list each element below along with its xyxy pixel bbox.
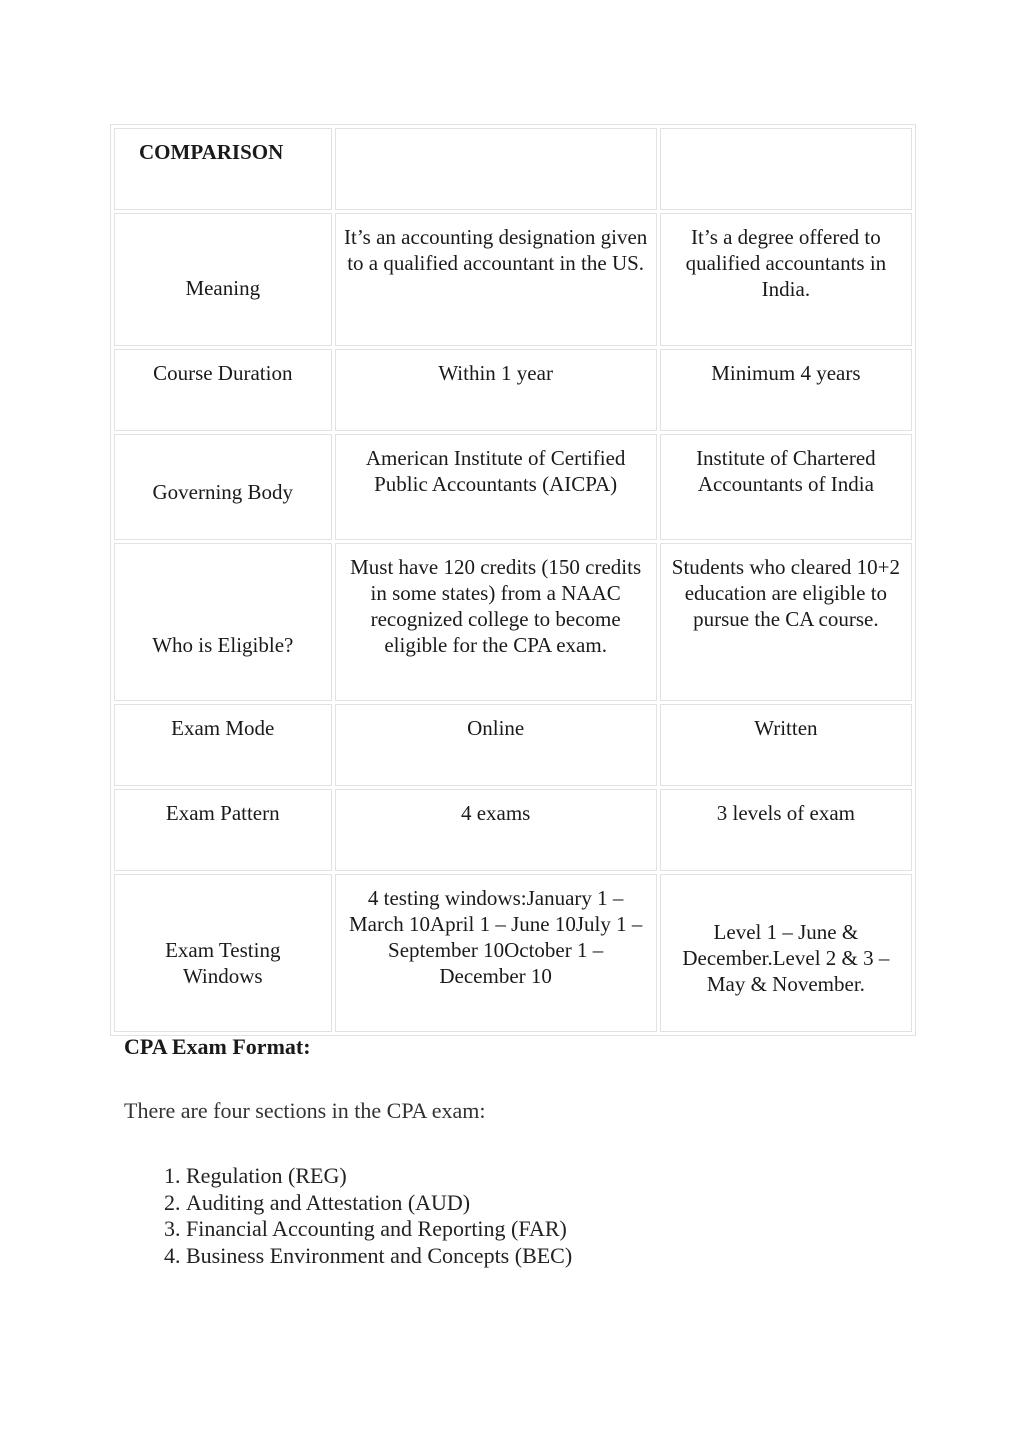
- cpa-cell: 4 exams: [335, 789, 657, 871]
- ca-cell: Institute of Chartered Accountants of India: [660, 434, 912, 540]
- table-row: [114, 543, 912, 701]
- table-header-ca: [660, 128, 912, 210]
- table-header-comparison: COMPARISON: [114, 128, 332, 210]
- list-item: 4. Business Environment and Concepts (BEC): [186, 1243, 572, 1270]
- list-item: 2. Auditing and Attestation (AUD): [186, 1190, 572, 1217]
- table-row: [114, 434, 912, 540]
- table-row: [114, 704, 912, 786]
- cpa-cell: Within 1 year: [335, 349, 657, 431]
- ca-cell: 3 levels of exam: [660, 789, 912, 871]
- row-label: Exam Mode: [114, 704, 332, 786]
- row-label: Course Duration: [114, 349, 332, 431]
- cpa-cell: 4 testing windows:January 1 – March 10April 1 – June 10July 1 – September 10October 1 – December 10: [335, 874, 657, 1032]
- section-title: CPA Exam Format:: [124, 1034, 311, 1059]
- comparison-table: [110, 124, 916, 1036]
- table-row: [114, 789, 912, 871]
- ca-cell: It’s a degree offered to qualified accountants in India.: [660, 213, 912, 346]
- list-item: 1. Regulation (REG): [186, 1163, 572, 1190]
- ca-cell: Level 1 – June & December.Level 2 & 3 – May & November.: [660, 874, 912, 1032]
- ca-cell: Written: [660, 704, 912, 786]
- row-label: Governing Body: [114, 434, 332, 540]
- ca-cell: Students who cleared 10+2 education are eligible to pursue the CA course.: [660, 543, 912, 701]
- section-intro: There are four sections in the CPA exam:: [124, 1098, 486, 1123]
- row-label: Exam Pattern: [114, 789, 332, 871]
- sections-list: [146, 1163, 572, 1269]
- row-label: Exam Testing Windows: [114, 874, 332, 1032]
- cpa-cell: Online: [335, 704, 657, 786]
- row-label: Meaning: [114, 213, 332, 346]
- table-row: [114, 213, 912, 346]
- table-header-cpa: [335, 128, 657, 210]
- cpa-cell: American Institute of Certified Public Accountants (AICPA): [335, 434, 657, 540]
- row-label: Who is Eligible?: [114, 543, 332, 701]
- table-row: [114, 349, 912, 431]
- ca-cell: Minimum 4 years: [660, 349, 912, 431]
- table-row: [114, 874, 912, 1032]
- cpa-cell: It’s an accounting designation given to a qualified accountant in the US.: [335, 213, 657, 346]
- cpa-cell: Must have 120 credits (150 credits in some states) from a NAAC recognized college to become eligible for the CPA exam.: [335, 543, 657, 701]
- table-header-row: [114, 128, 912, 210]
- list-item: 3. Financial Accounting and Reporting (FAR): [186, 1216, 572, 1243]
